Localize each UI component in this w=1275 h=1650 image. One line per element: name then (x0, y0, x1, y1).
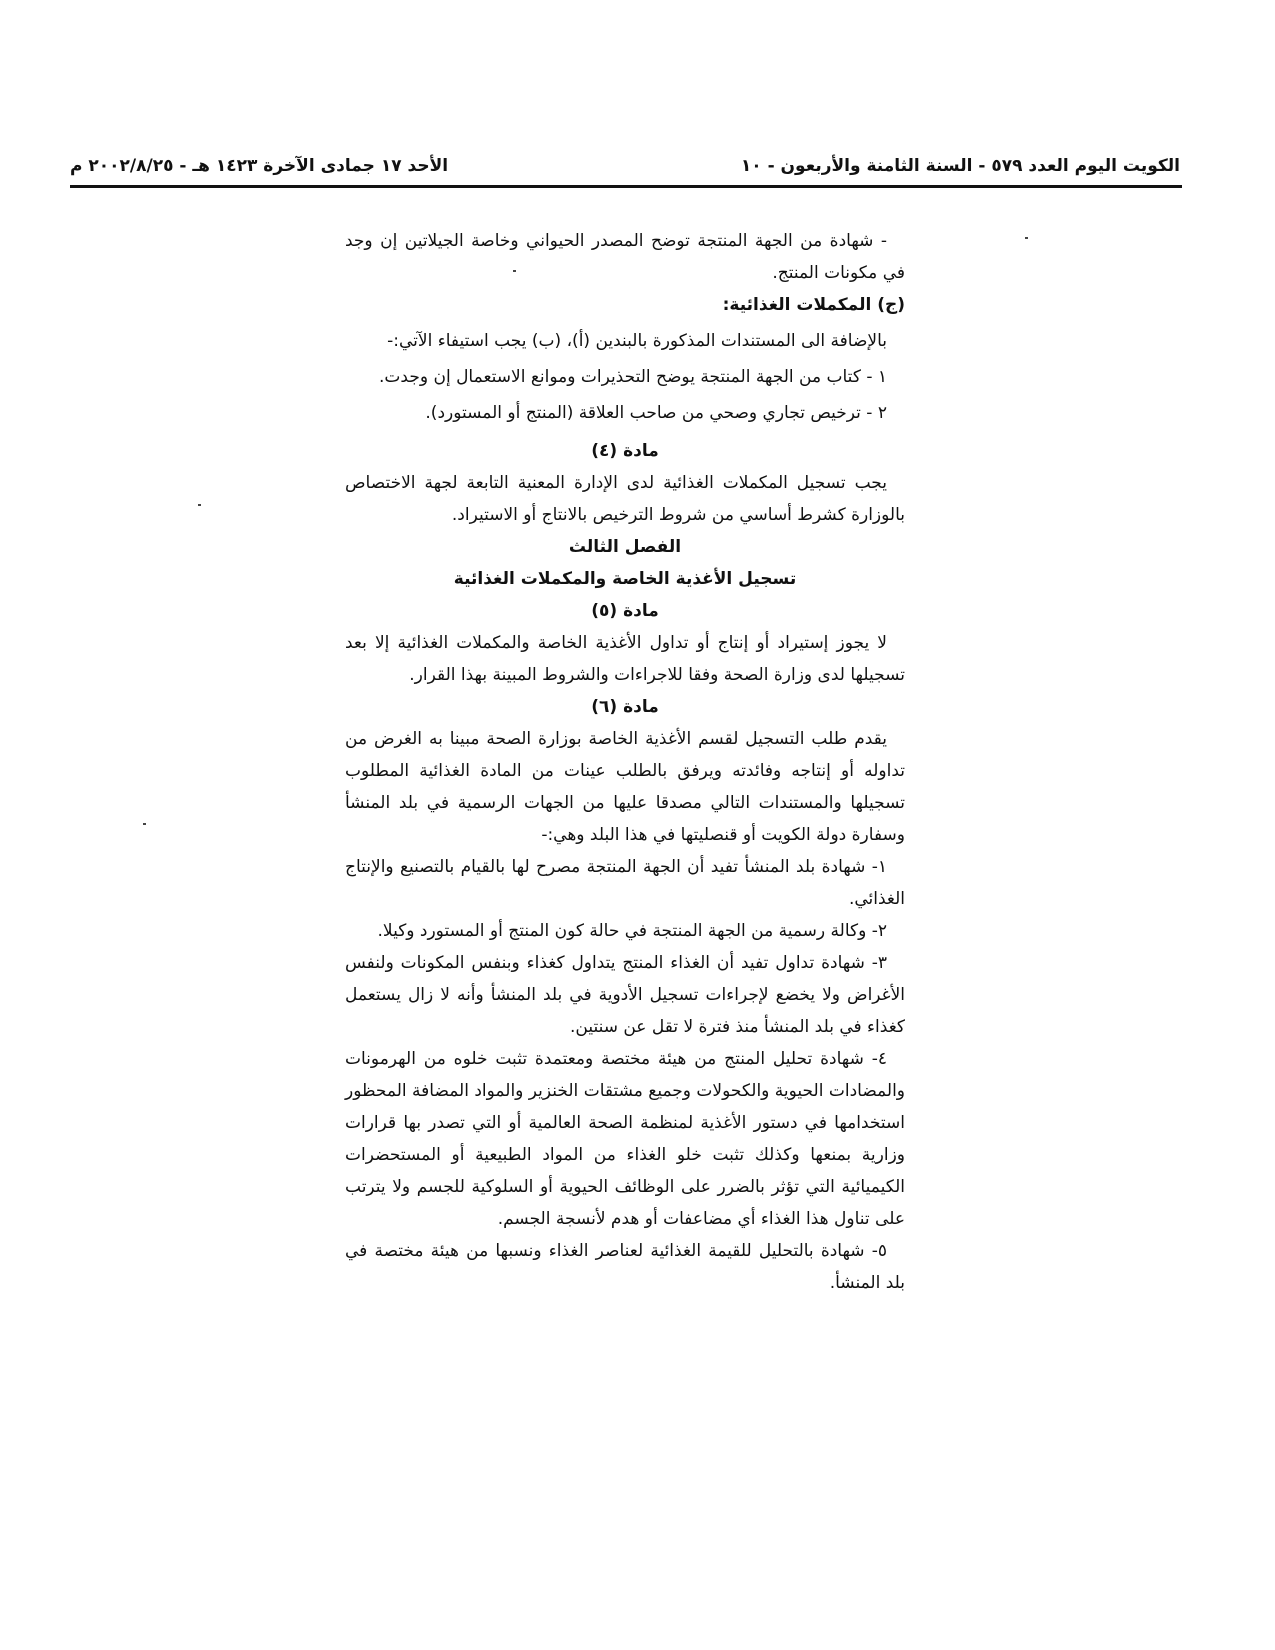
article-4-text: يجب تسجيل المكملات الغذائية لدى الإدارة المعنية التابعة لجهة الاختصاص بالوزارة كشرط أساسي من شروط الترخيص بالانتاج أو الاستيراد. (345, 473, 905, 525)
section-c-intro: بالإضافة الى المستندات المذكورة بالبندين (أ)، (ب) يجب استيفاء الآتي:- (387, 331, 887, 351)
article-6-item-3: ٣- شهادة تداول تفيد أن الغذاء المنتج يتداول كغذاء وبنفس المكونات ولنفس الأغراض ولا يخضع لإجراءات تسجيل الأدوية في بلد المنشأ وأنه لا زال يستعمل كغذاء في بلد المنشأ منذ فترة لا تقل عن سنتين. (345, 953, 905, 1037)
section-c-item-1: ١ - كتاب من الجهة المنتجة يوضح التحذيرات وموانع الاستعمال إن وجدت. (379, 367, 887, 387)
article-6-item-1: ١- شهادة بلد المنشأ تفيد أن الجهة المنتجة مصرح لها بالقيام بالتصنيع والإنتاج الغذائي. (345, 857, 905, 909)
scan-speck (198, 504, 201, 506)
article-5-title: مادة (٥) (591, 601, 659, 621)
section-c-item-2: ٢ - ترخيص تجاري وصحي من صاحب العلاقة (المنتج أو المستورد). (425, 403, 887, 423)
article-4-title: مادة (٤) (591, 441, 659, 461)
article-6-item-4: ٤- شهادة تحليل المنتج من هيئة مختصة ومعتمدة تثبت خلوه من الهرمونات والمضادات الحيوية والكحولات وجميع مشتقات الخنزير والمواد المضافة المحظور استخدامها في دستور الأغذية لمنظمة الصحة العالمية أو التي تصدر بها قرارات وزارية بمنعها وكذلك تثبت خلو الغذاء من المواد الطبيعية أو المستحضرات الكيميائية التي تؤثر بالضرر على الوظائف الحيوية أو السلوكية للجسم ولا يترتب على تناول هذا الغذاء أي مضاعفات أو هدم لأنسجة الجسم. (345, 1049, 905, 1229)
text-column (345, 225, 905, 1299)
section-c-title: (ج) المكملات الغذائية: (722, 295, 905, 315)
scan-speck (143, 823, 146, 825)
header-divider (70, 185, 1182, 188)
certificate-paragraph: - شهادة من الجهة المنتجة توضح المصدر الحيواني وخاصة الجيلاتين إن وجد في مكونات المنتج. (345, 231, 905, 283)
article-6-item-2: ٢- وكالة رسمية من الجهة المنتجة في حالة كون المنتج أو المستورد وكيلا. (377, 921, 887, 941)
article-6-item-5: ٥- شهادة بالتحليل للقيمة الغذائية لعناصر الغذاء ونسبها من هيئة مختصة في بلد المنشأ. (345, 1241, 905, 1293)
chapter-3-label: الفصل الثالث (568, 537, 682, 557)
header-issue-info: الكويت اليوم العدد ٥٧٩ - السنة الثامنة والأربعون - ١٠ (740, 156, 1180, 176)
scan-speck (1025, 237, 1028, 239)
gazette-header (70, 150, 1180, 182)
scan-speck (513, 270, 516, 272)
article-5-text: لا يجوز إستيراد أو إنتاج أو تداول الأغذية الخاصة والمكملات الغذائية إلا بعد تسجيلها لدى وزارة الصحة وفقا للاجراءات والشروط المبينة بهذا القرار. (345, 633, 905, 685)
chapter-3-title: تسجيل الأغذية الخاصة والمكملات الغذائية (453, 569, 797, 589)
article-6-title: مادة (٦) (591, 697, 659, 717)
article-6-intro: يقدم طلب التسجيل لقسم الأغذية الخاصة بوزارة الصحة مبينا به الغرض من تداوله أو إنتاجه وفائدته ويرفق بالطلب عينات من المادة الغذائية المطلوب تسجيلها والمستندات التالي مصدقا عليها من الجهات الرسمية في بلد المنشأ وسفارة دولة الكويت أو قنصليتها في هذا البلد وهي:- (345, 729, 905, 845)
header-date: الأحد ١٧ جمادى الآخرة ١٤٢٣ هـ - ٢٠٠٢/٨/٢٥ م (70, 156, 449, 176)
